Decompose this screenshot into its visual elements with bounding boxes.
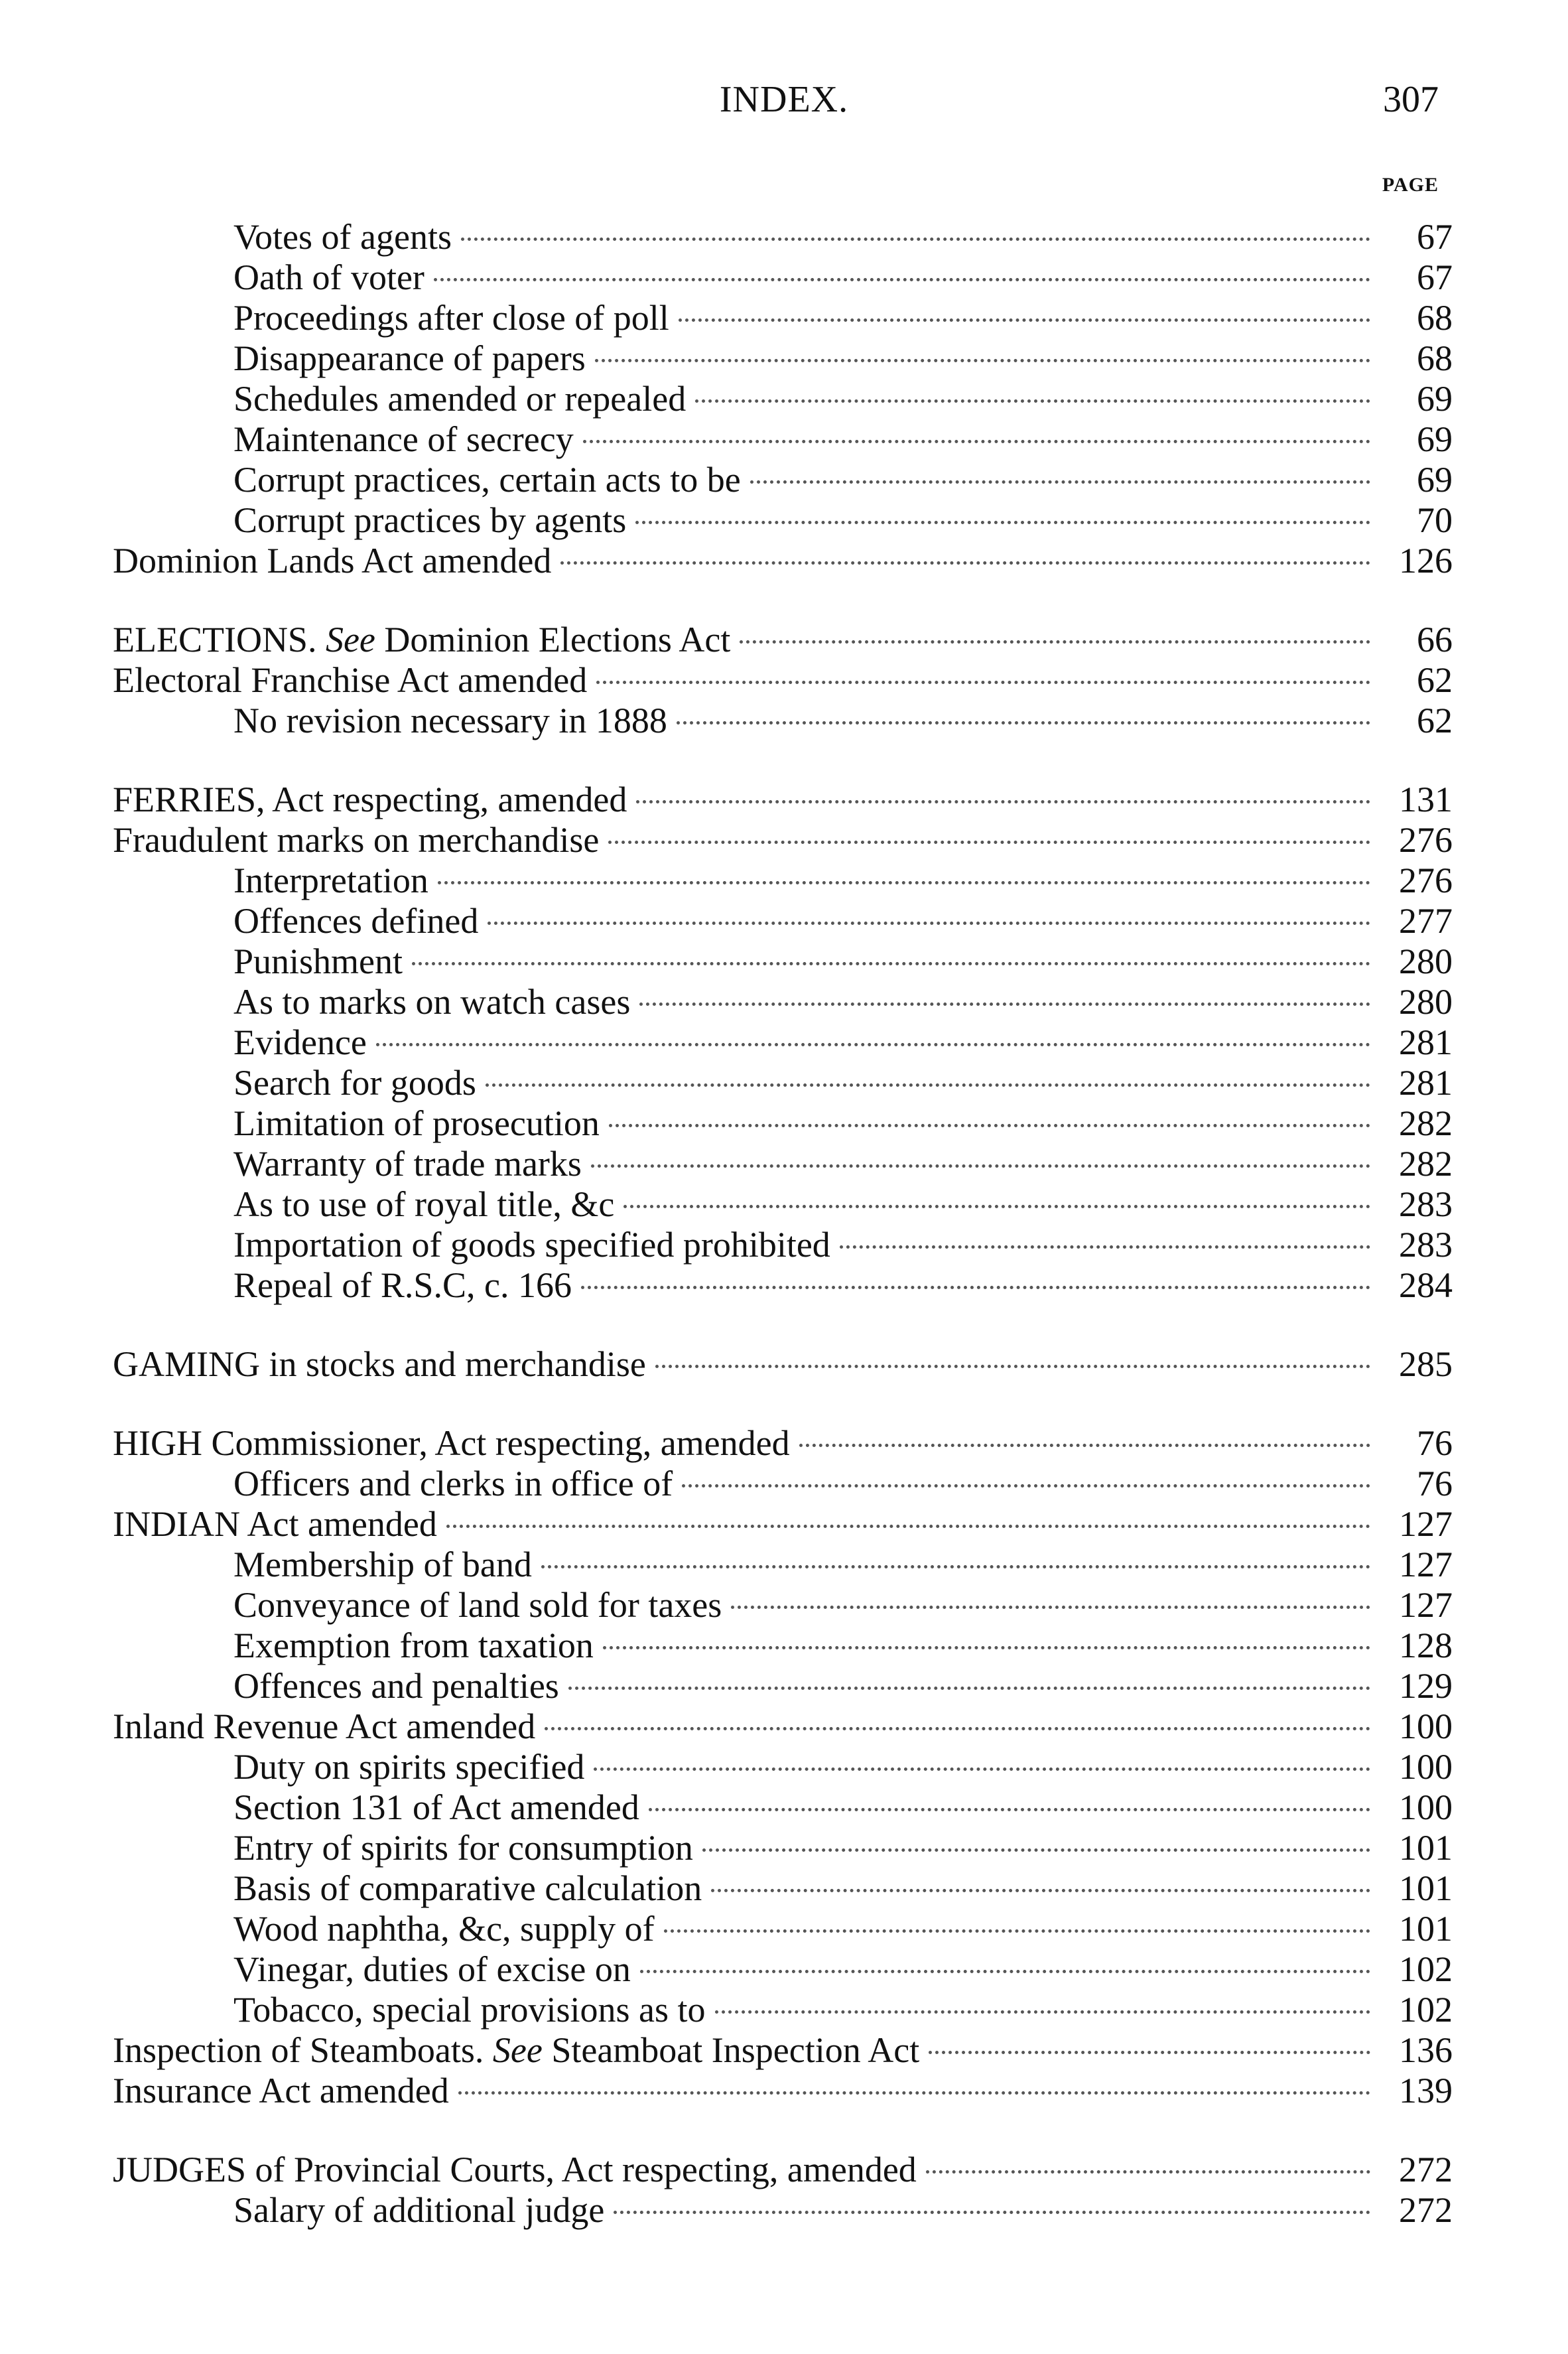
entry-page-number: 126 xyxy=(1399,541,1453,581)
entry-text xyxy=(113,460,741,500)
entry-page-number: 62 xyxy=(1417,701,1453,740)
entry-text xyxy=(113,257,425,298)
entry-text xyxy=(113,1545,532,1585)
entry-text xyxy=(113,419,574,460)
dot-leader xyxy=(640,1970,1370,1973)
index-subentry xyxy=(113,1626,1453,1666)
entry-text xyxy=(113,1868,702,1909)
dot-leader xyxy=(545,1727,1370,1730)
index-subentry xyxy=(113,1868,1453,1909)
index-body xyxy=(113,217,1453,2269)
see-reference: See xyxy=(325,620,375,659)
entry-text xyxy=(113,1949,631,1990)
entry-page-number: 281 xyxy=(1399,1022,1453,1062)
entry-page-number: 67 xyxy=(1417,217,1453,257)
dot-leader xyxy=(695,399,1370,403)
see-target: Dominion Elections Act xyxy=(375,620,731,659)
dot-leader xyxy=(412,962,1370,965)
entry-page-number: 101 xyxy=(1399,1909,1453,1949)
dot-leader xyxy=(799,1444,1370,1447)
dot-leader xyxy=(603,1646,1370,1649)
entry-page-number: 128 xyxy=(1399,1626,1453,1665)
index-subentry xyxy=(113,982,1453,1022)
entry-heading: Inspection of Steamboats. xyxy=(113,2030,484,2070)
entry-heading: HIGH Commissioner, Act respecting, amended xyxy=(113,1423,790,1463)
index-entry xyxy=(113,780,1453,820)
dot-leader xyxy=(438,881,1370,884)
dot-leader xyxy=(679,318,1370,322)
entry-text xyxy=(113,1504,437,1545)
entry-text xyxy=(113,1666,559,1706)
entry-page-number: 276 xyxy=(1399,820,1453,860)
entry-page-number: 100 xyxy=(1399,1787,1453,1827)
entry-text xyxy=(113,861,428,901)
index-subentry xyxy=(113,2190,1453,2231)
entry-heading: Exemption from taxation xyxy=(233,1626,594,1665)
entry-heading: Repeal of R.S.C, c. 166 xyxy=(233,1265,572,1305)
dot-leader xyxy=(434,278,1370,281)
entry-text xyxy=(113,2030,919,2071)
dot-leader xyxy=(639,1003,1370,1006)
entry-heading: Tobacco, special provisions as to xyxy=(233,1990,706,2030)
index-section xyxy=(113,780,1453,1306)
entry-heading: Votes of agents xyxy=(233,217,452,257)
entry-page-number: 276 xyxy=(1399,861,1453,900)
entry-page-number: 70 xyxy=(1417,500,1453,540)
entry-page-number: 282 xyxy=(1399,1144,1453,1184)
dot-leader xyxy=(591,1164,1370,1168)
dot-leader xyxy=(446,1525,1370,1528)
entry-text xyxy=(113,901,478,941)
entry-page-number: 127 xyxy=(1399,1504,1453,1544)
index-subentry xyxy=(113,298,1453,338)
entry-text xyxy=(113,1909,655,1949)
index-entry xyxy=(113,660,1453,701)
entry-page-number: 100 xyxy=(1399,1747,1453,1787)
index-subentry xyxy=(113,460,1453,500)
index-subentry xyxy=(113,861,1453,901)
entry-page-number: 76 xyxy=(1417,1423,1453,1463)
index-subentry xyxy=(113,1990,1453,2030)
entry-heading: Warranty of trade marks xyxy=(233,1144,582,1184)
see-reference: See xyxy=(492,2030,543,2070)
entry-text xyxy=(113,1184,614,1225)
dot-leader xyxy=(541,1565,1370,1568)
entry-page-number: 283 xyxy=(1399,1184,1453,1224)
entry-text xyxy=(113,941,403,982)
entry-heading: Evidence xyxy=(233,1022,367,1062)
entry-heading: Punishment xyxy=(233,941,403,981)
entry-heading: Inland Revenue Act amended xyxy=(113,1706,536,1746)
entry-heading: Corrupt practices by agents xyxy=(233,500,627,540)
entry-heading: Offences and penalties xyxy=(233,1666,559,1706)
index-subentry xyxy=(113,1144,1453,1184)
entry-text xyxy=(113,1828,693,1868)
dot-leader xyxy=(486,1083,1370,1087)
entry-text xyxy=(113,820,599,861)
dot-leader xyxy=(702,1848,1370,1852)
entry-text xyxy=(113,1706,535,1747)
dot-leader xyxy=(581,1286,1370,1289)
entry-page-number: 277 xyxy=(1399,901,1453,941)
entry-heading: Interpretation xyxy=(233,861,428,900)
entry-text xyxy=(113,620,730,660)
entry-text xyxy=(113,1225,830,1265)
entry-page-number: 127 xyxy=(1399,1545,1453,1584)
entry-text xyxy=(113,1464,673,1504)
entry-text xyxy=(113,780,627,820)
dot-leader xyxy=(376,1043,1370,1046)
see-target: Steamboat Inspection Act xyxy=(542,2030,920,2070)
entry-text xyxy=(113,2150,917,2190)
entry-page-number: 68 xyxy=(1417,338,1453,378)
entry-heading: Maintenance of secrecy xyxy=(233,419,574,459)
entry-heading: No revision necessary in 1888 xyxy=(233,701,667,740)
dot-leader xyxy=(731,1606,1370,1609)
entry-page-number: 284 xyxy=(1399,1265,1453,1305)
entry-text xyxy=(113,2190,604,2231)
entry-heading: As to marks on watch cases xyxy=(233,982,631,1022)
entry-page-number: 102 xyxy=(1399,1949,1453,1989)
entry-text xyxy=(113,1423,790,1464)
entry-text xyxy=(113,1103,600,1144)
dot-leader xyxy=(488,922,1370,925)
entry-heading: Wood naphtha, &c, supply of xyxy=(233,1909,655,1949)
entry-page-number: 102 xyxy=(1399,1990,1453,2030)
entry-text xyxy=(113,379,686,419)
dot-leader xyxy=(596,681,1370,684)
entry-text xyxy=(113,2071,449,2111)
entry-heading: Proceedings after close of poll xyxy=(233,298,669,338)
dot-leader xyxy=(636,800,1370,803)
entry-page-number: 281 xyxy=(1399,1063,1453,1103)
index-subentry xyxy=(113,1265,1453,1306)
entry-page-number: 129 xyxy=(1399,1666,1453,1706)
index-entry xyxy=(113,1344,1453,1385)
entry-page-number: 283 xyxy=(1399,1225,1453,1265)
entry-heading: Salary of additional judge xyxy=(233,2190,605,2230)
dot-leader xyxy=(715,2010,1370,2014)
index-entry xyxy=(113,1706,1453,1747)
entry-heading: Offences defined xyxy=(233,901,479,941)
index-section xyxy=(113,2150,1453,2231)
dot-leader xyxy=(840,1245,1370,1249)
index-subentry xyxy=(113,1225,1453,1265)
index-subentry xyxy=(113,1949,1453,1990)
entry-heading: Section 131 of Act amended xyxy=(233,1787,639,1827)
entry-text xyxy=(113,338,586,379)
index-subentry xyxy=(113,1184,1453,1225)
entry-heading: Insurance Act amended xyxy=(113,2071,449,2111)
index-section xyxy=(113,620,1453,741)
dot-leader xyxy=(635,521,1370,524)
dot-leader xyxy=(682,1484,1370,1488)
index-section xyxy=(113,217,1453,581)
entry-heading: Disappearance of papers xyxy=(233,338,586,378)
entry-heading: Limitation of prosecution xyxy=(233,1103,600,1143)
entry-text xyxy=(113,217,452,257)
dot-leader xyxy=(649,1808,1370,1811)
entry-text xyxy=(113,1990,706,2030)
entry-text xyxy=(113,500,626,541)
running-head xyxy=(0,78,1568,131)
dot-leader xyxy=(609,1124,1370,1127)
entry-heading: ELECTIONS. xyxy=(113,620,317,659)
entry-text xyxy=(113,1144,582,1184)
dot-leader xyxy=(655,1365,1370,1368)
entry-heading: Entry of spirits for consumption xyxy=(233,1828,693,1868)
entry-text xyxy=(113,1747,584,1787)
index-subentry xyxy=(113,1828,1453,1868)
index-subentry xyxy=(113,701,1453,741)
entry-heading: Corrupt practices, certain acts to be xyxy=(233,460,741,500)
entry-page-number: 101 xyxy=(1399,1828,1453,1868)
index-entry xyxy=(113,820,1453,861)
entry-heading: Dominion Lands Act amended xyxy=(113,541,552,581)
dot-leader xyxy=(458,2091,1370,2095)
index-entry xyxy=(113,620,1453,660)
entry-text xyxy=(113,660,587,701)
index-entry xyxy=(113,1504,1453,1545)
dot-leader xyxy=(926,2170,1370,2174)
entry-text xyxy=(113,1787,639,1828)
entry-page-number: 272 xyxy=(1399,2190,1453,2230)
dot-leader xyxy=(929,2051,1370,2054)
entry-heading: Search for goods xyxy=(233,1063,476,1103)
entry-heading: Oath of voter xyxy=(233,257,425,297)
index-subentry xyxy=(113,1464,1453,1504)
index-section xyxy=(113,1423,1453,2111)
entry-page-number: 69 xyxy=(1417,419,1453,459)
index-entry xyxy=(113,2071,1453,2111)
entry-text xyxy=(113,1265,572,1306)
dot-leader xyxy=(711,1889,1370,1892)
entry-text xyxy=(113,1344,646,1385)
entry-page-number: 100 xyxy=(1399,1706,1453,1746)
entry-page-number: 131 xyxy=(1399,780,1453,819)
dot-leader xyxy=(608,841,1370,844)
entry-heading: FERRIES, Act respecting, amended xyxy=(113,780,627,819)
entry-heading: Membership of band xyxy=(233,1545,532,1584)
dot-leader xyxy=(740,640,1370,644)
running-title: INDEX. xyxy=(719,79,849,120)
index-subentry xyxy=(113,338,1453,379)
index-subentry xyxy=(113,901,1453,941)
entry-heading: Schedules amended or repealed xyxy=(233,379,686,419)
index-entry xyxy=(113,2030,1453,2071)
entry-heading: Importation of goods specified prohibited xyxy=(233,1225,830,1265)
index-section xyxy=(113,1344,1453,1385)
entry-page-number: 282 xyxy=(1399,1103,1453,1143)
entry-page-number: 76 xyxy=(1417,1464,1453,1503)
entry-page-number: 62 xyxy=(1417,660,1453,700)
entry-text xyxy=(113,1585,722,1626)
entry-text xyxy=(113,982,630,1022)
entry-heading: Fraudulent marks on merchandise xyxy=(113,820,600,860)
dot-leader xyxy=(568,1687,1370,1690)
dot-leader xyxy=(560,561,1370,565)
entry-page-number: 127 xyxy=(1399,1585,1453,1625)
entry-heading: Conveyance of land sold for taxes xyxy=(233,1585,722,1625)
entry-page-number: 280 xyxy=(1399,982,1453,1022)
index-subentry xyxy=(113,1063,1453,1103)
dot-leader xyxy=(623,1205,1370,1208)
entry-text xyxy=(113,701,667,741)
entry-heading: Electoral Franchise Act amended xyxy=(113,660,588,700)
dot-leader xyxy=(614,2211,1370,2214)
entry-text xyxy=(113,541,551,581)
index-entry xyxy=(113,1423,1453,1464)
entry-heading: INDIAN Act amended xyxy=(113,1504,437,1544)
index-subentry xyxy=(113,1022,1453,1063)
index-subentry xyxy=(113,1585,1453,1626)
entry-page-number: 136 xyxy=(1399,2030,1453,2070)
entry-heading: GAMING in stocks and merchandise xyxy=(113,1344,646,1384)
index-entry xyxy=(113,2150,1453,2190)
entry-page-number: 69 xyxy=(1417,379,1453,419)
entry-heading: As to use of royal title, &c xyxy=(233,1184,615,1224)
entry-page-number: 280 xyxy=(1399,941,1453,981)
index-subentry xyxy=(113,1787,1453,1828)
dot-leader xyxy=(461,238,1370,241)
entry-heading: Vinegar, duties of excise on xyxy=(233,1949,631,1989)
dot-leader xyxy=(594,1767,1370,1771)
dot-leader xyxy=(583,440,1370,443)
page-column-label: PAGE xyxy=(1382,174,1439,196)
entry-text xyxy=(113,298,669,338)
entry-page-number: 101 xyxy=(1399,1868,1453,1908)
index-subentry xyxy=(113,1666,1453,1706)
entry-heading: Officers and clerks in office of xyxy=(233,1464,673,1503)
entry-page-number: 68 xyxy=(1417,298,1453,338)
page-number: 307 xyxy=(1383,79,1439,120)
entry-heading: JUDGES of Provincial Courts, Act respecting, amended xyxy=(113,2150,917,2189)
entry-text xyxy=(113,1626,594,1666)
dot-leader xyxy=(664,1929,1370,1933)
index-entry xyxy=(113,541,1453,581)
entry-page-number: 67 xyxy=(1417,257,1453,297)
entry-page-number: 66 xyxy=(1417,620,1453,659)
entry-text xyxy=(113,1022,367,1063)
index-subentry xyxy=(113,1103,1453,1144)
entry-heading: Basis of comparative calculation xyxy=(233,1868,702,1908)
index-subentry xyxy=(113,257,1453,298)
entry-heading: Duty on spirits specified xyxy=(233,1747,585,1787)
entry-text xyxy=(113,1063,476,1103)
entry-page-number: 285 xyxy=(1399,1344,1453,1384)
dot-leader xyxy=(595,359,1370,362)
index-subentry xyxy=(113,419,1453,460)
dot-leader xyxy=(750,480,1370,484)
index-subentry xyxy=(113,1545,1453,1585)
index-subentry xyxy=(113,379,1453,419)
entry-page-number: 272 xyxy=(1399,2150,1453,2189)
index-subentry xyxy=(113,500,1453,541)
entry-page-number: 139 xyxy=(1399,2071,1453,2111)
dot-leader xyxy=(677,721,1370,725)
index-subentry xyxy=(113,1747,1453,1787)
index-subentry xyxy=(113,1909,1453,1949)
entry-page-number: 69 xyxy=(1417,460,1453,500)
index-subentry xyxy=(113,941,1453,982)
index-subentry xyxy=(113,217,1453,257)
